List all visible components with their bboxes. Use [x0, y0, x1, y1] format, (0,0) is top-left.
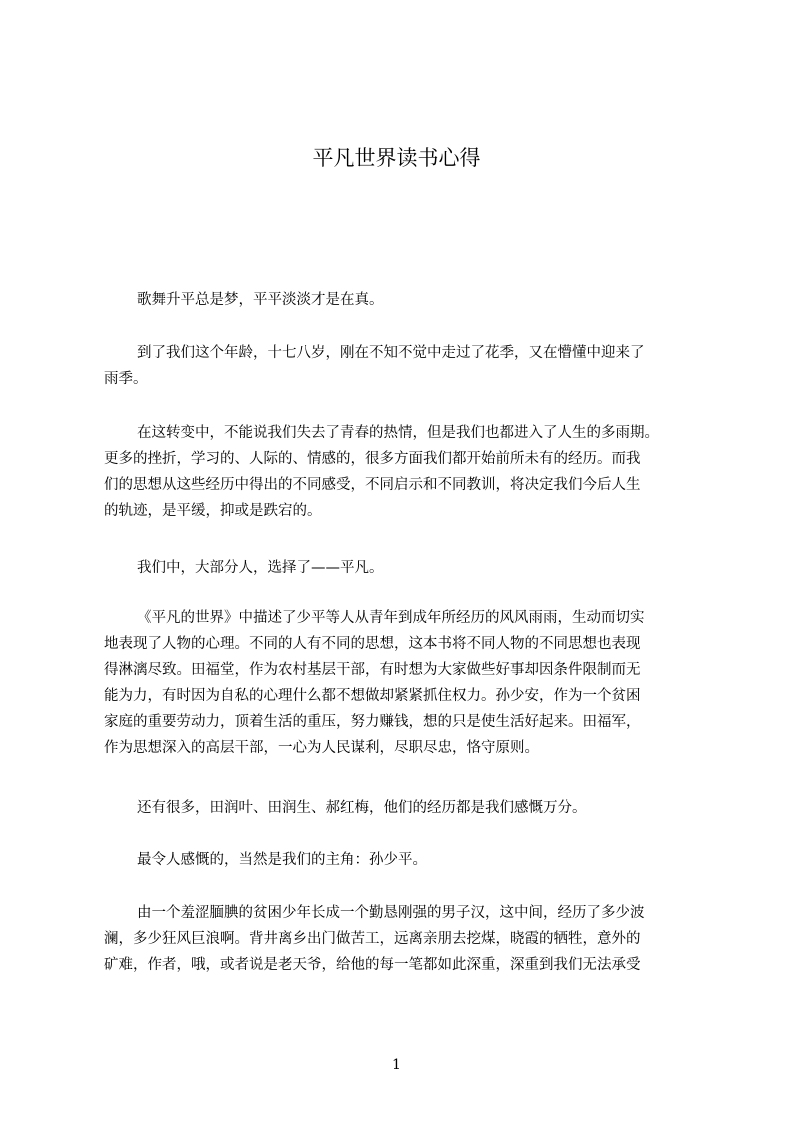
paragraph-6: [104, 795, 710, 821]
paragraph-line: 更多的挫折，学习的、人际的、情感的，很多方面我们都开始前所未有的经历。而我: [104, 451, 641, 467]
paragraph-3: [104, 420, 710, 524]
paragraph-4: [104, 555, 710, 581]
paragraph-line: 我们中，大部分人，选择了——平凡。: [137, 560, 384, 576]
document-title: 平凡世界读书心得: [312, 146, 481, 170]
paragraph-line: 由一个羞涩腼腆的贫困少年长成一个勤恳刚强的男子汉，这中间，经历了多少波: [137, 905, 645, 921]
paragraph-line: 的轨迹，是平缓，抑或是跌宕的。: [104, 503, 322, 519]
paragraph-line: 得淋漓尽致。田福堂，作为农村基层干部，有时想为大家做些好事却因条件限制而无: [104, 662, 641, 678]
page-number: 1: [392, 1057, 401, 1073]
paragraph-line: 《平凡的世界》中描述了少平等人从青年到成年所经历的风风雨雨，生动而切实: [137, 610, 645, 626]
paragraph-line: 家庭的重要劳动力，顶着生活的重压，努力赚钱，想的只是使生活好起来。田福军，: [104, 714, 641, 730]
paragraph-5: [104, 605, 710, 761]
paragraph-2: [104, 340, 710, 392]
paragraph-line: 矿难，作者，哦，或者说是老天爷，给他的每一笔都如此深重，深重到我们无法承受: [104, 957, 641, 973]
paragraph-line: 作为思想深入的高层干部，一心为人民谋利，尽职尽忠，恪守原则。: [104, 740, 539, 756]
paragraph-1: [104, 287, 710, 313]
paragraph-line: 最令人感慨的，当然是我们的主角：孙少平。: [137, 852, 427, 868]
paragraph-line: 能为力，有时因为自私的心理什么都不想做却紧紧抓住权力。孙少安，作为一个贫困: [104, 688, 641, 704]
paragraph-line: 到了我们这个年龄，十七八岁，刚在不知不觉中走过了花季，又在懵懂中迎来了: [137, 345, 645, 361]
paragraph-7: [104, 847, 710, 873]
paragraph-line: 雨季。: [104, 371, 148, 387]
paragraph-line: 们的思想从这些经历中得出的不同感受，不同启示和不同教训，将决定我们今后人生: [104, 477, 641, 493]
paragraph-line: 还有很多，田润叶、田润生、郝红梅，他们的经历都是我们感慨万分。: [137, 800, 587, 816]
paragraph-line: 歌舞升平总是梦，平平淡淡才是在真。: [137, 292, 384, 308]
paragraph-line: 地表现了人物的心理。不同的人有不同的思想，这本书将不同人物的不同思想也表现: [104, 636, 641, 652]
paragraph-line: 在这转变中，不能说我们失去了青春的热情，但是我们也都进入了人生的多雨期。: [137, 425, 659, 441]
paragraph-8: [104, 900, 710, 978]
paragraph-line: 澜，多少狂风巨浪啊。背井离乡出门做苦工，远离亲朋去挖煤，晓霞的牺牲，意外的: [104, 931, 641, 947]
